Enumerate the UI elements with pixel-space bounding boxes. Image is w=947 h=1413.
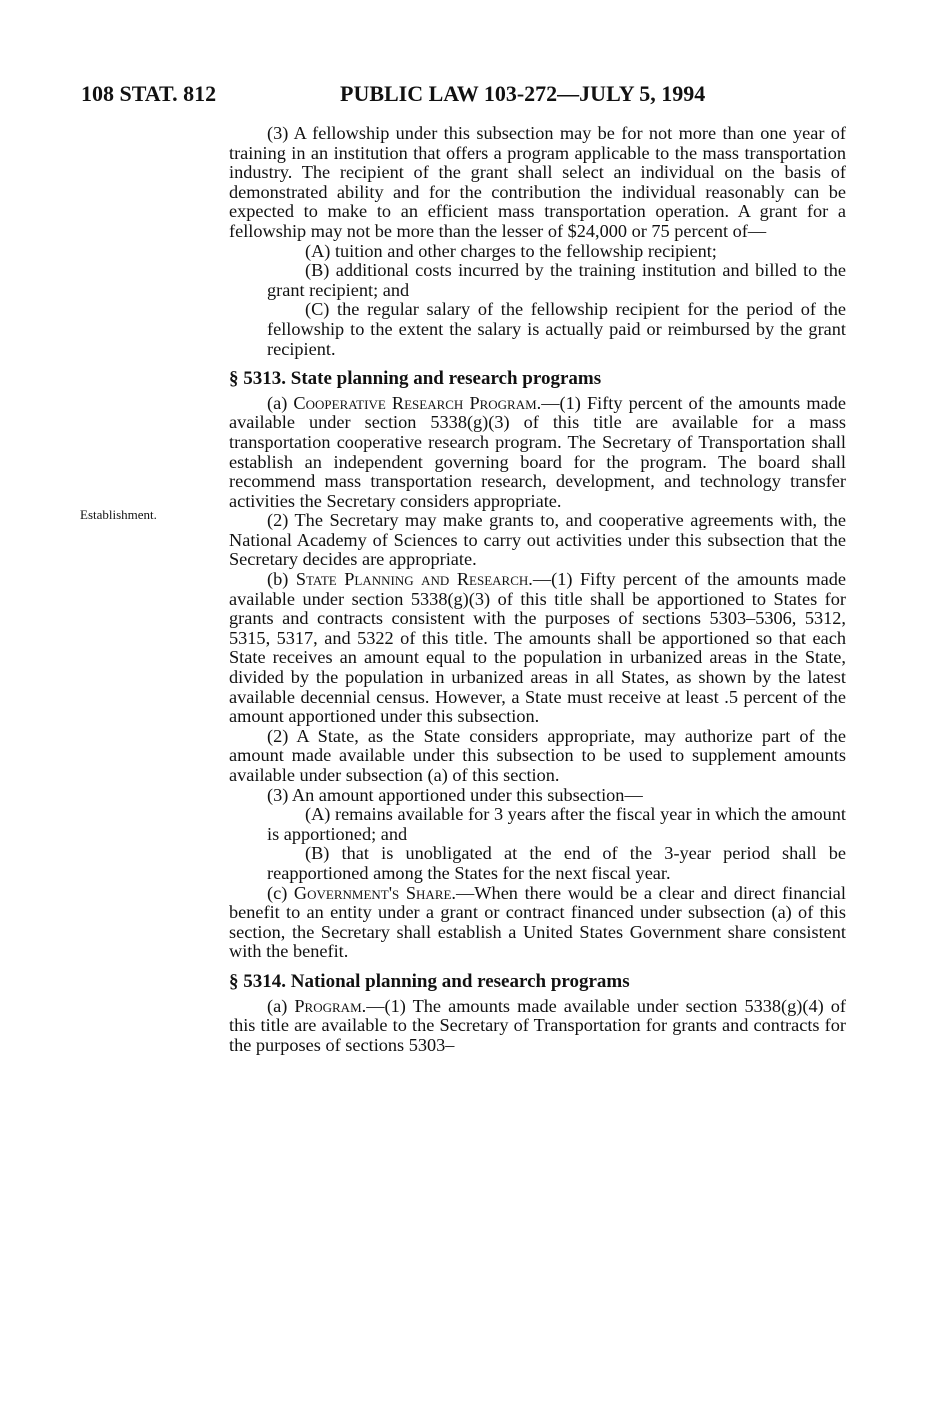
subsection-b-3-b: (B) that is unobligated at the end of the 3-year period shall be reapportioned among the States for the next fiscal year. — [267, 843, 846, 883]
subsection-b-state-planning — [229, 570, 846, 727]
public-law-title: PUBLIC LAW 103-272—JULY 5, 1994 — [340, 81, 706, 106]
subsection-5314-a-text: —(1) The amounts made available under section 5338(g)(4) of this title are available to the Secretary of Transportation for grants and contracts for the purposes of sections 5303– — [229, 995, 846, 1055]
subsection-b-label: (b) — [267, 569, 296, 590]
subsection-b-paragraph-3: (3) An amount apportioned under this subsection— — [267, 784, 643, 805]
section-heading-5314: § 5314. National planning and research programs — [229, 970, 630, 992]
subsection-b-3-a: (A) remains available for 3 years after the fiscal year in which the amount is apportioned; and — [267, 804, 846, 844]
subparagraph-c-salary: (C) the regular salary of the fellowship recipient for the period of the fellowship to the extent the salary is actually paid or reimbursed by the grant recipient. — [267, 299, 846, 359]
subsection-5314-a-caption: Program. — [294, 995, 367, 1016]
paragraph-fellowship: (3) A fellowship under this subsection may be for not more than one year of training in an institution that offers a program applicable to the mass transportation industry. The recipient of the grant shall select an individual on the basis of demonstrated ability and for the contribution the individual reasonably can be expected to make to an efficient mass transportation operation. A grant for a fellowship may not be more than the lesser of $24,000 or 75 percent of— — [229, 123, 846, 241]
document-body — [229, 124, 846, 1055]
stat-page-number: 108 STAT. 812 — [81, 81, 217, 106]
subsection-a-label: (a) — [267, 392, 294, 413]
subsection-5314-a-program — [229, 997, 846, 1056]
subsection-b-text: —(1) Fifty percent of the amounts made available under section 5338(g)(3) of this title shall be apportioned to States for grants and contracts consistent with the purposes of sections 5303–5306, 5312, 5315, 5317, and 5322 of this title. The amounts shall be apportioned so that each State receives an amount equal to the population in urbanized areas in the State, divided by the population in urbanized areas in all States, as shown by the latest available decennial census. However, a State must receive at least .5 percent of the amount apportioned under this subsection. — [229, 569, 846, 727]
subsection-c-label: (c) — [267, 882, 294, 903]
subparagraph-b-costs: (B) additional costs incurred by the training institution and billed to the grant recipient; and — [267, 260, 846, 300]
subsection-a-cooperative-research — [229, 394, 846, 512]
subsection-a-caption: Cooperative Research Program. — [293, 392, 542, 413]
margin-note-establishment: Establishment. — [80, 507, 157, 522]
subparagraph-a-tuition: (A) tuition and other charges to the fellowship recipient; — [305, 240, 717, 261]
subsection-c-government-share — [229, 884, 846, 962]
section-heading-5313: § 5313. State planning and research programs — [229, 368, 602, 390]
subsection-a-text: —(1) Fifty percent of the amounts made available under section 5338(g)(3) of this title are available for a mass transportation cooperative research program. The Secretary of Transportation shall establish an independent governing board for the program. The board shall recommend mass transportation research, development, and technology transfer activities the Secretary considers appropriate. — [229, 392, 846, 511]
subsection-c-caption: Government's Share. — [293, 882, 457, 903]
subsection-b-caption: State Planning and Research. — [295, 569, 533, 590]
subsection-c-text: —When there would be a clear and direct financial benefit to an entity under a grant or contract financed under subsection (a) of this section, the Secretary shall establish a United States Government share consistent with the benefit. — [229, 882, 846, 962]
subsection-5314-a-label: (a) — [267, 995, 295, 1016]
subsection-a-paragraph-2: (2) The Secretary may make grants to, and cooperative agreements with, the National Academy of Sciences to carry out activities under this subsection that the Secretary decides are appropriate. — [229, 510, 846, 570]
subsection-b-paragraph-2: (2) A State, as the State considers appropriate, may authorize part of the amount made available under this subsection to be used to supplement amounts available under subsection (a) of this section. — [229, 725, 846, 785]
